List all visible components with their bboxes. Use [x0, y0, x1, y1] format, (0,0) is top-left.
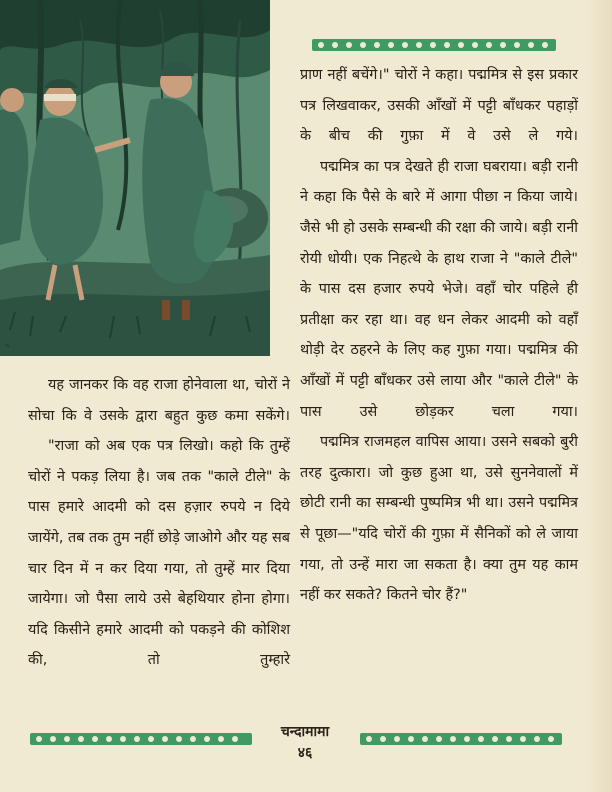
artist-mark: ✎: [5, 343, 11, 350]
ornament-bottom-left: [30, 732, 252, 746]
paragraph: पद्ममित्र राजमहल वापिस आया। उसने सबको बुरी तरह दुत्कारा। जो कुछ हुआ था, उसे सुननेवालों में छोटी रानी का सम्बन्धी पुष्पमित्र भी था। उसने पद्ममित्र से पूछा—"यदि चोरों की गुफ़ा में सैनिकों को ले जाया गया, तो उन्हें मारा जा सकता है। क्या तुम यह काम नहीं कर सकते? कितने चोर हैं?": [300, 434, 578, 604]
paragraph: पद्ममित्र का पत्र देखते ही राजा घबराया। बड़ी रानी ने कहा कि पैसे के बारे में आगा पीछा न किया जाये। जैसे भी हो उसके सम्बन्धी की रक्षा की जाये। बड़ी रानी रोयी धोयी। एक निहत्थे के हाथ राजा ने "काले टीले" के पास दस हजार रुपये भेजे। वहाँ चोर पहिले ही प्रतीक्षा कर रहा था। वह धन लेकर आदमी को वहाँ थोड़ी देर ठहरने के लिए कह गुफ़ा गया। पद्ममित्र की आँखों में पट्टी बाँधकर उसे लाया और "काले टीले" के पास उसे छोड़कर चला गया।: [300, 158, 578, 420]
page-edge: [584, 0, 612, 792]
paragraph: "राजा को अब एक पत्र लिखो। कहो कि तुम्हें चोरों ने पकड़ लिया है। जब तक "काले टीले" के पास हमारे आदमी को दस हज़ार रुपये न दिये जायेंगे, तब तक तुम नहीं छोड़े जाओगे और यह सब चार दिन में न कर दिया गया, तो तुम्हें मार दिया जायेगा। जो पैसा लाये उसे बेहथियार होना होगा। यदि किसीने हमारे आदमी को पकड़ने की कोशिश की, तो तुम्हारे: [28, 438, 290, 669]
ornament-top: [312, 38, 556, 52]
ornament-bottom-right: [360, 732, 562, 746]
page-number: ४६: [297, 745, 313, 761]
story-illustration: [0, 0, 270, 356]
paragraph: प्राण नहीं बचेंगे।" चोरों ने कहा। पद्ममित्र से इस प्रकार पत्र लिखवाकर, उसकी आँखों में पट्टी बाँधकर पहाड़ों के बीच की गुफ़ा में वे उसे ले गये।: [300, 67, 578, 145]
right-text-column: [300, 60, 578, 611]
paragraph: यह जानकर कि वह राजा होनेवाला था, चोरों ने सोचा कि वे उसके द्वारा बहुत कुछ कमा सकेंगे।: [28, 377, 290, 424]
magazine-title: चन्दामामा: [280, 724, 330, 740]
left-text-column: [28, 370, 290, 676]
